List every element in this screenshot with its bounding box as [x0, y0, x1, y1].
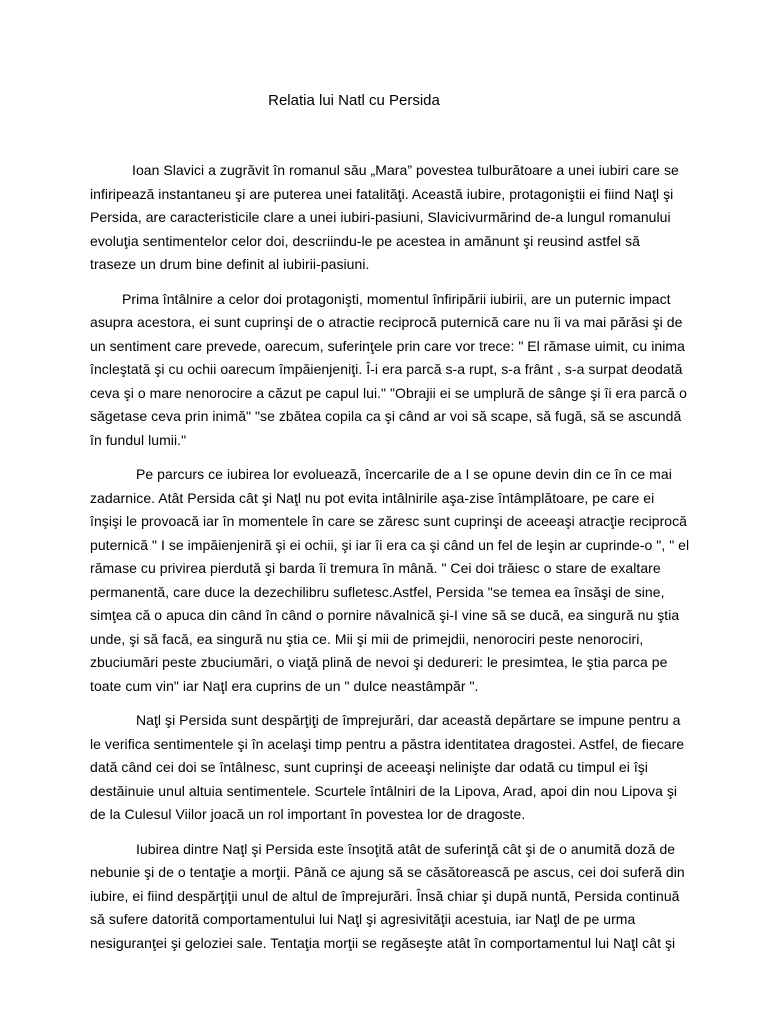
paragraph-3: Pe parcurs ce iubirea lor evoluează, încercarile de a I se opune devin din ce în ce mai zadarnice. Atât Persida cât şi Naţl nu pot evita intâlnirile aşa-zise întâmplătoare, pe care ei înşişi le provoacă iar în momentele în care se zăresc sunt cuprinşi de aceeaşi atracţie reciprocă puternică " I se impăienjenirã şi ei ochii, şi iar îi era ca şi când un fel de leşin ar cuprinde-o ", " el rămase cu privirea pierdută şi barda îi tremura în mână. " Cei doi trăiesc o stare de exaltare permanentă, care duce la dezechilibru sufletesc.Astfel, Persida "se temea ea însăşi de sine, simţea că o apuca din când în când o pornire nāvalnică şi-I vine să se ducă, ea singură nu ştia unde, şi să facă, ea singură nu ştia ce. Mii şi mii de primejdii, nenorociri peste nenorociri, zbuciumări peste zbuciumări, o viaţă plină de nevoi şi dedureri: le presimtea, le ştia parca pe toate cum vin" iar Naţl era cuprins de un " dulce neastâmpăr ". [90, 466, 690, 694]
paragraph-5: Iubirea dintre Naţl şi Persida este însoţită atât de suferinţă cât şi de o anumită doză de nebunie şi de o tentaţie a morţii. Până ce ajung să se căsătorească pe ascus, cei doi suferă din iubire, ei fiind despărţiţii unul de altul de împrejurări. Însă chiar şi după nuntă, Persida continuă să sufere datorită comportamentului lui Naţl şi agresivităţii acestuia, iar Naţl de pe urma nesiguranţei şi geloziei sale. Tentaţia morţii se regăseşte atât în comportamentul lui Naţl cât şi [90, 840, 685, 951]
document-title [0, 92, 768, 109]
document-title-text: Relatia lui Natl cu Persida [268, 92, 440, 109]
paragraph-4: Naţl şi Persida sunt despărţiţi de împrejurări, dar această depărtare se impune pentru a le verifica sentimentele şi în acelaşi timp pentru a păstra identitatea dragostei. Astfel, de fiecare dată când cei doi se întâlnesc, sunt cuprinşi de aceeaşi nelinişte dar odată cu timpul ei îşi destăinuie unul altuia sentimentele. Scurtele întâlniri de la Lipova, Arad, apoi din nou Lipova şi de la Culesul Viilor joacă un rol important în povestea lor de dragoste. [90, 712, 685, 822]
paragraph-2: Prima întâlnire a celor doi protagonişti, momentul înfiripării iubirii, are un puternic impact asupra acestora, ei sunt cuprinşi de o atractie reciprocă puternică care nu îi va mai părăsi şi de un sentiment care prevede, oarecum, suferinţele prin care vor trece: " El rămase uimit, cu inima încleştată şi cu ochii oarecum împăienjeniţi. Î-i era parcă s-a rupt, s-a frânt , s-a surpat deodată ceva şi o mare nenorocire a căzut pe capul lui." "Obrajii ei se umplură de sânge şi îi era parcă o săgetase ceva prin inimă" "se zbătea copila ca şi când ar voi să scape, să fugă, să se ascundă în fundul lumii." [90, 290, 687, 448]
document-body [90, 159, 690, 966]
paragraph-1: Ioan Slavici a zugrăvit în romanul său „Mara” povestea tulburătoare a unei iubiri care se infiripează instantaneu şi are puterea unei fatalităţi. Această iubire, protagoniştii ei fiind Naţl şi Persida, are caracteristicile clare a unei iubiri-pasiuni, Slavicivurmărind de-a lungul romanului evoluţia sentimentelor celor doi, descriindu-le pe acestea in amănunt şi reusind astfel să traseze un drum bine definit al iubirii-pasiuni. [90, 162, 679, 272]
